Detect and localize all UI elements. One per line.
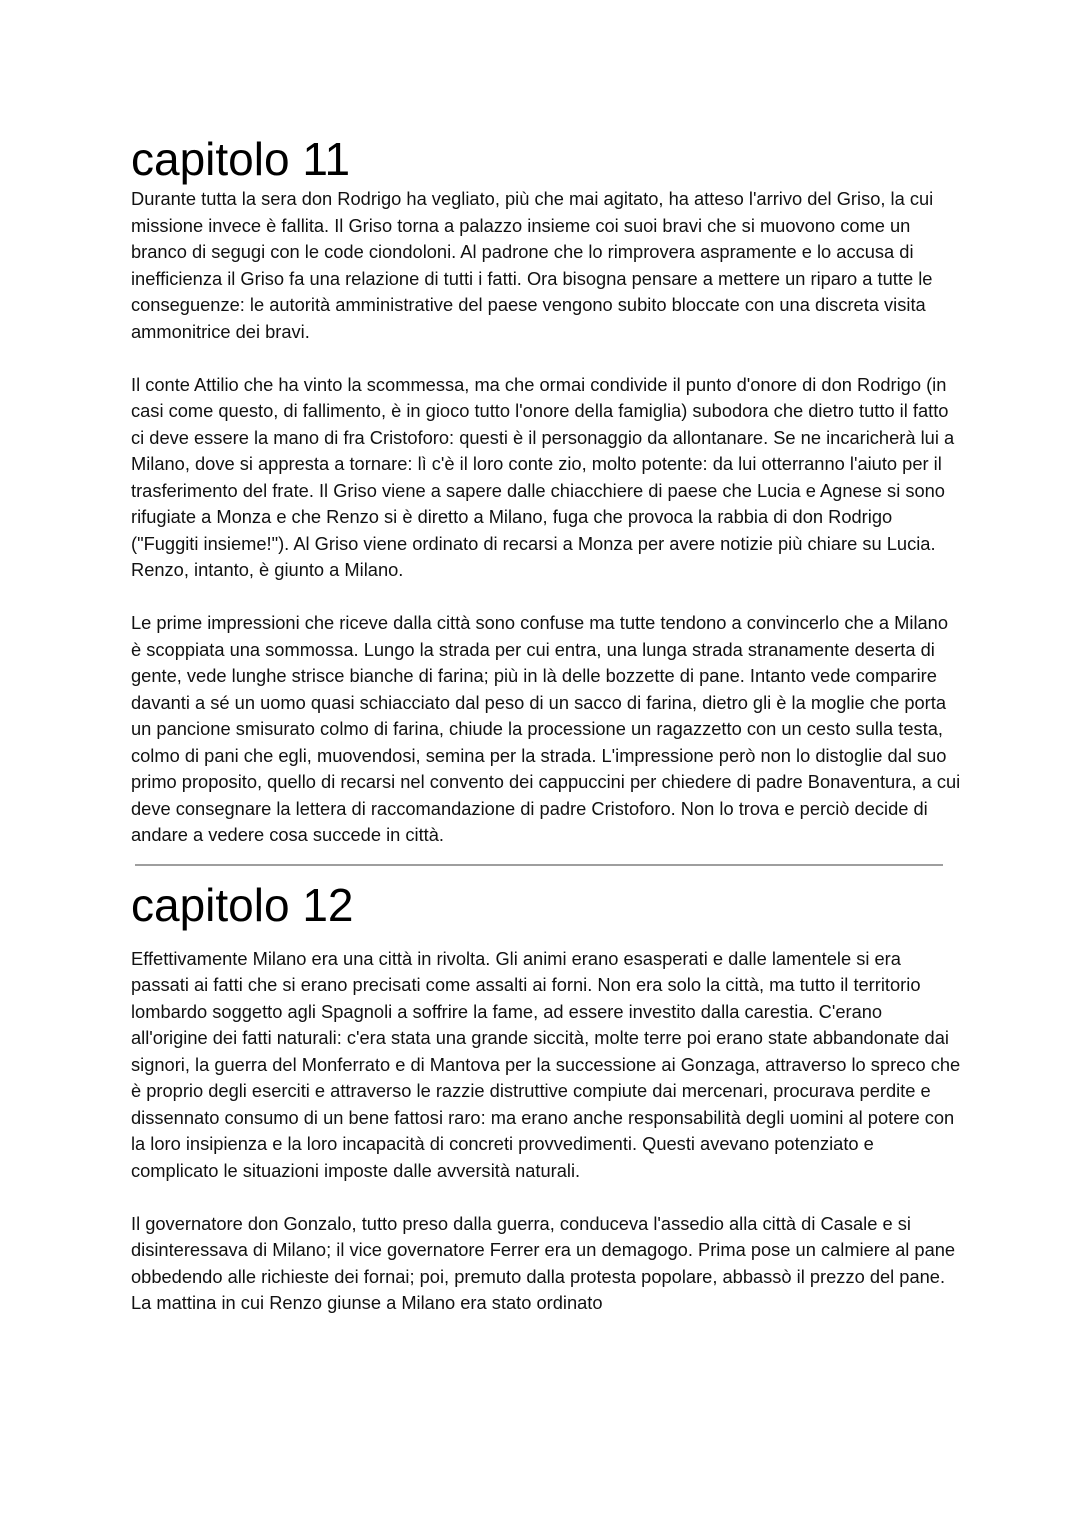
paragraph: Le prime impressioni che riceve dalla città sono confuse ma tutte tendono a convincerlo che a Milano è scoppiata una sommossa. Lungo la strada per cui entra, una lunga strada stranamente deserta di gente, vede lunghe strisce bianche di farina; più in là delle bozzette di pane. Intanto vede comparire davanti a sé un uomo quasi schiacciato dal peso di un sacco di farina, dietro gli è la moglie che porta un pancione smisurato colmo di farina, chiude la processione un ragazzetto con un cesto sulla testa, colmo di pani che egli, muovendosi, semina per la strada. L'impressione però non lo distoglie dal suo primo proposito, quello di recarsi nel convento dei cappuccini per chiedere di padre Bonaventura, a cui deve consegnare la lettera di raccomandazione di padre Cristoforo. Non lo trova e perciò decide di andare a vedere cosa succede in città. [131,612,961,845]
paragraph: Il conte Attilio che ha vinto la scommessa, ma che ormai condivide il punto d'onore di don Rodrigo (in casi come questo, di fallimento, è in gioco tutto l'onore della famiglia) subodora che dietro tutto il fatto ci deve essere la mano di fra Cristoforo: questi è il personaggio da allontanare. Se ne incaricherà lui a Milano, dove si appresta a tornare: lì c'è il loro conte zio, molto potente: da lui otterranno l'aiuto per il trasferimento del frate. Il Griso viene a sapere dalle chiacchiere di paese che Lucia e Agnese si sono rifugiate a Monza e che Renzo si è diretto a Milano, fuga che provoca la rabbia di don Rodrigo ("Fuggiti insieme!"). Al Griso viene ordinato di recarsi a Monza per avere notizie più chiare su Lucia. Renzo, intanto, è giunto a Milano. [131,373,955,580]
paragraph: Effettivamente Milano era una città in rivolta. Gli animi erano esasperati e dalle lamentele si era passati ai fatti che si erano precisati come assalti ai forni. Non era solo la città, ma tutto il territorio lombardo soggetto agli Spagnoli a soffrire la fame, ad essere investito dalla carestia. C'erano all'origine dei fatti naturali: c'era stata una grande siccità, molte terre poi erano state abbandonate dai signori, la guerra del Monferrato e di Mantova per la successione ai Gonzaga, attraverso lo spreco che è proprio degli eserciti e attraverso le razzie distruttive compiute dai mercenari, procurava perdite e dissennato consumo di un bene fattosi raro: ma erano anche responsabilità degli uomini al potere con la loro insipienza e la loro incapacità di concreti provvedimenti. Questi avevano potenziato e complicato le situazioni imposte dalle avversità naturali. [131,947,961,1181]
chapter-12 [131,878,961,1317]
paragraph: Durante tutta la sera don Rodrigo ha vegliato, più che mai agitato, ha atteso l'arrivo del Griso, la cui missione invece è fallita. Il Griso torna a palazzo insieme coi suoi bravi che si muovono come un branco di segugi con le code ciondoloni. Al padrone che lo rimprovera aspramente e lo accusa di inefficienza il Griso fa una relazione di tutti i fatti. Ora bisogna pensare a mettere un riparo a tutte le conseguenze: le autorità amministrative del paese vengono subito bloccate con una discreta visita ammonitrice dei bravi. [131,188,934,342]
section-divider [135,864,943,866]
paragraph: Il governatore don Gonzalo, tutto preso dalla guerra, conduceva l'assedio alla città di Casale e si disinteressava di Milano; il vice governatore Ferrer era un demagogo. Prima pose un calmiere al pane obbedendo alle richieste dei fornai; poi, premuto dalla protesta popolare, abbassò il prezzo del pane. La mattina in cui Renzo giunse a Milano era stato ordinato [131,1212,956,1313]
chapter-11 [131,132,961,849]
chapter-title: capitolo 11 [131,133,351,185]
document-page [131,132,961,1317]
chapter-title: capitolo 12 [131,878,354,931]
